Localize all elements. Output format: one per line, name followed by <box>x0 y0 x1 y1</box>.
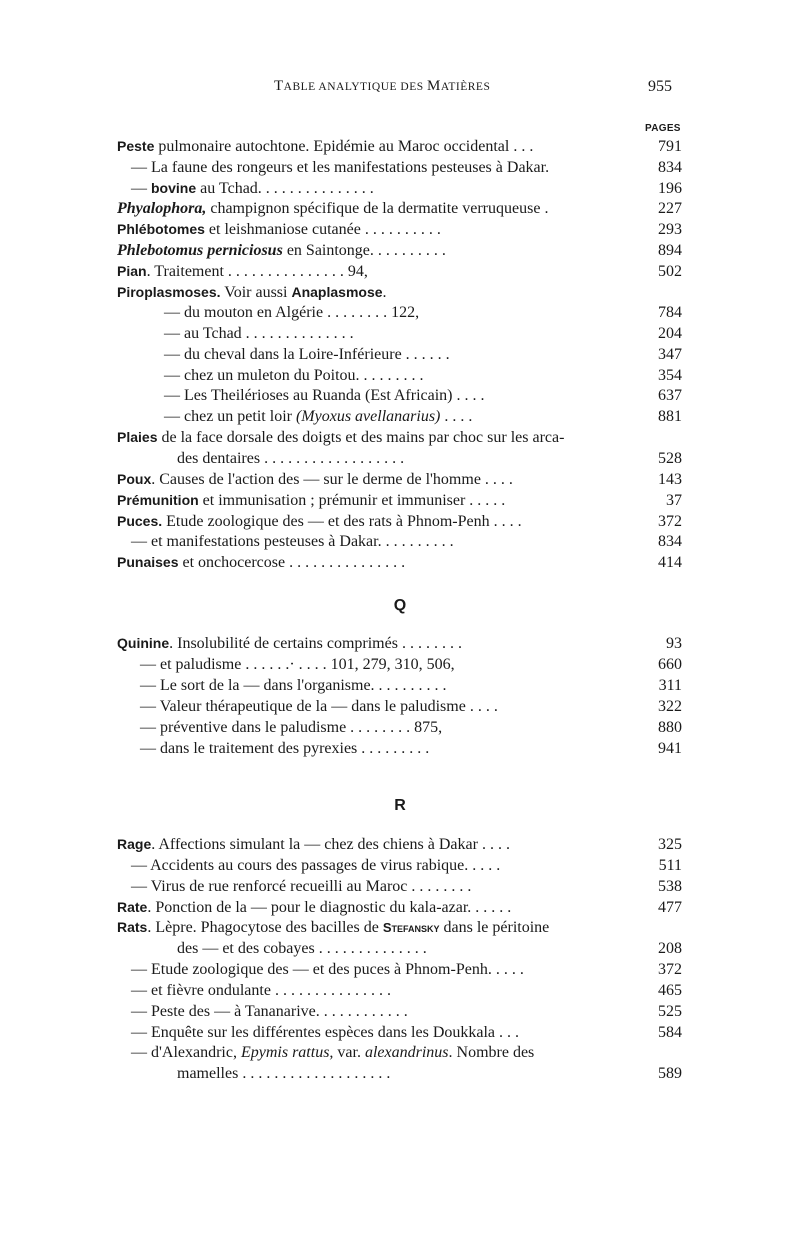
running-head <box>0 78 800 100</box>
entry-segment: — du mouton en Algérie . . . . . . . . 122, <box>164 304 420 321</box>
entry-segment: . Causes de l'action des — sur le derme de l'homme . . . . <box>151 471 513 488</box>
entry-text <box>117 242 446 260</box>
title-cap-m: M <box>427 78 441 94</box>
entry-page-number: 347 <box>658 346 682 363</box>
index-entry <box>0 919 800 941</box>
entry-segment: (Myoxus avellanarius) <box>295 408 441 425</box>
entry-page-number: 227 <box>658 200 682 217</box>
pages-column-label: PAGES <box>645 123 681 134</box>
entry-segment: . Lèpre. Phagocytose des bacilles de <box>147 919 383 936</box>
entry-text <box>140 698 498 716</box>
entry-page-number: 791 <box>658 138 682 155</box>
entry-segment: et onchocercose . . . . . . . . . . . . . . . <box>178 554 406 571</box>
entry-page-number: 208 <box>658 940 682 957</box>
entry-segment: — Accidents au cours des passages de virus rabique. . . . . <box>131 857 501 874</box>
entry-text <box>117 263 368 281</box>
entry-segment: Anaplasmose <box>291 284 383 300</box>
title-small-2: ATIÈRES <box>440 81 491 93</box>
entry-page-number: 784 <box>658 304 682 321</box>
entry-text <box>117 492 505 510</box>
entry-segment: — et manifestations pesteuses à Dakar. . . . . . . . . . <box>131 533 454 550</box>
entry-text <box>131 878 471 896</box>
entry-segment: Pian <box>117 263 147 279</box>
entry-segment: — Enquête sur les différentes espèces dans les Doukkala . . . <box>131 1024 520 1041</box>
index-entry <box>0 304 800 326</box>
index-entry <box>0 961 800 983</box>
index-entry <box>0 242 800 264</box>
entry-page-number: 477 <box>658 899 682 916</box>
entry-segment: en Saintonge. . . . . . . . . . <box>282 242 446 259</box>
entry-page-number: 322 <box>658 698 682 715</box>
entry-text <box>131 961 524 979</box>
entry-text <box>131 1044 534 1062</box>
section-letter: R <box>394 797 406 814</box>
entry-segment: Puces. <box>117 513 163 529</box>
index-entry <box>0 1065 800 1087</box>
entry-text <box>131 982 391 1000</box>
entry-text <box>117 513 522 531</box>
entry-page-number: 511 <box>658 857 682 874</box>
entry-segment: Peste <box>117 138 155 154</box>
entry-text <box>177 1065 390 1083</box>
entry-segment: des — et des cobayes . . . . . . . . . . . . . . <box>177 940 427 957</box>
entry-segment: . Insolubilité de certains comprimés . . . . . . . . <box>169 635 462 652</box>
entry-segment: — Etude zoologique des — et des puces à Phnom-Penh. . . . . <box>131 961 524 978</box>
entry-text <box>117 284 387 302</box>
entry-text <box>177 450 404 468</box>
entry-segment: — d'Alexandric, <box>131 1044 241 1061</box>
index-entry <box>0 719 800 741</box>
entry-segment: Phlébotomes <box>117 221 205 237</box>
entry-segment: et immunisation ; prémunir et immuniser . . . . . <box>198 492 506 509</box>
entry-segment: . Nombre des <box>448 1044 535 1061</box>
entry-segment: . <box>382 284 387 301</box>
entry-text <box>140 740 429 758</box>
entry-text <box>164 325 354 343</box>
entry-segment: Piroplasmoses. <box>117 284 221 300</box>
entry-text <box>177 940 427 958</box>
entry-segment: . Ponction de la — pour le diagnostic du kala-azar. . . . . . <box>147 899 512 916</box>
entry-segment: Etude zoologique des — et des rats à Phnom-Penh . . . . <box>162 513 522 530</box>
entry-text <box>140 677 447 695</box>
entry-text <box>131 857 500 875</box>
entry-text <box>131 1024 519 1042</box>
entry-segment: — Les Theilérioses au Ruanda (Est Africain) . . . . <box>164 387 485 404</box>
entry-segment: — au Tchad . . . . . . . . . . . . . . <box>164 325 354 342</box>
entry-segment: Rate <box>117 899 148 915</box>
entry-page-number: 538 <box>658 878 682 895</box>
entry-text <box>131 533 454 551</box>
index-entry <box>0 263 800 285</box>
entry-segment: et leishmaniose cutanée . . . . . . . . . . <box>204 221 441 238</box>
entry-page-number: 196 <box>658 180 682 197</box>
index-entry <box>0 284 800 306</box>
entry-segment: — Peste des — à Tananarive. . . . . . . . . . . . <box>131 1003 408 1020</box>
index-entry <box>0 1044 800 1066</box>
entry-text <box>164 346 450 364</box>
entry-text <box>140 656 455 674</box>
entry-page-number: 204 <box>658 325 682 342</box>
entry-segment: . Affections simulant la — chez des chiens à Dakar . . . . <box>151 836 510 853</box>
entry-segment: — Valeur thérapeutique de la — dans le paludisme . . . . <box>140 698 498 715</box>
index-entry <box>0 656 800 678</box>
index-entry <box>0 325 800 347</box>
entry-segment: Stefansky <box>382 920 440 935</box>
entry-segment: dans le péritoine <box>439 919 550 936</box>
entry-text <box>117 471 513 489</box>
index-entry <box>0 387 800 409</box>
entry-page-number: 637 <box>658 387 682 404</box>
entry-text <box>117 836 510 854</box>
entry-segment: alexandrinus <box>364 1044 449 1061</box>
entry-text <box>117 221 441 239</box>
entry-page-number: 143 <box>658 471 682 488</box>
entry-segment: Prémunition <box>117 492 199 508</box>
entry-page-number: 465 <box>658 982 682 999</box>
entry-page-number: 325 <box>658 836 682 853</box>
index-entry <box>0 200 800 222</box>
entry-segment: de la face dorsale des doigts et des mains par choc sur les arca- <box>157 429 565 446</box>
entry-segment: — dans le traitement des pyrexies . . . . . . . . . <box>140 740 430 757</box>
index-entry <box>0 899 800 921</box>
entry-segment: Poux <box>117 471 152 487</box>
entry-page-number: 584 <box>658 1024 682 1041</box>
index-entry <box>0 408 800 430</box>
entry-page-number: 834 <box>658 533 682 550</box>
entry-page-number: 880 <box>658 719 682 736</box>
entry-page-number: 881 <box>658 408 682 425</box>
entry-segment: au Tchad. . . . . . . . . . . . . . . <box>196 180 374 197</box>
entry-text <box>117 554 405 572</box>
index-entry <box>0 982 800 1004</box>
index-entry <box>0 138 800 160</box>
entry-segment: Punaises <box>117 554 179 570</box>
entry-page-number: 293 <box>658 221 682 238</box>
entry-segment: — chez un muleton du Poitou. . . . . . . . . <box>164 367 424 384</box>
index-entry <box>0 1003 800 1025</box>
index-entry <box>0 554 800 576</box>
entry-text <box>131 159 549 177</box>
entry-text <box>164 367 424 385</box>
index-entry <box>0 450 800 472</box>
entry-text <box>131 1003 408 1021</box>
index-entry <box>0 740 800 762</box>
index-entry <box>0 159 800 181</box>
title-small-1: ABLE ANALYTIQUE DES <box>283 81 427 93</box>
index-entry <box>0 857 800 879</box>
index-entry <box>0 677 800 699</box>
entry-text <box>117 200 548 218</box>
entry-segment: des dentaires . . . . . . . . . . . . . . . . . . <box>177 450 405 467</box>
entry-segment: — et paludisme . . . . . .· . . . . 101, 279, 310, 506, <box>140 656 455 673</box>
entry-page-number: 660 <box>658 656 682 673</box>
entry-segment: Voir aussi <box>220 284 292 301</box>
entry-page-number: 528 <box>658 450 682 467</box>
section-letter: Q <box>393 597 407 614</box>
entry-segment: — préventive dans le paludisme . . . . . . . . 875, <box>140 719 443 736</box>
entry-segment: Rats <box>117 919 148 935</box>
index-entry <box>0 513 800 535</box>
page-number: 955 <box>648 78 672 95</box>
entry-page-number: 589 <box>658 1065 682 1082</box>
index-entry <box>0 221 800 243</box>
entry-segment: Phyalophora, <box>117 200 207 217</box>
entry-segment: — Le sort de la — dans l'organisme. . . . . . . . . . <box>140 677 447 694</box>
entry-segment: Plaies <box>117 429 158 445</box>
index-entry <box>0 836 800 858</box>
entry-text <box>164 387 485 405</box>
entry-text <box>117 138 533 156</box>
entry-segment: champignon spécifique de la dermatite verruqueuse . <box>206 200 549 217</box>
index-entry <box>0 533 800 555</box>
index-entry <box>0 492 800 514</box>
entry-segment: var. <box>333 1044 365 1061</box>
entry-page-number: 37 <box>666 492 682 509</box>
entry-text <box>164 304 419 322</box>
entry-segment: — <box>131 180 151 197</box>
entry-segment: . . . . <box>440 408 473 425</box>
index-entry <box>0 1024 800 1046</box>
entry-segment: Epymis rattus, <box>240 1044 334 1061</box>
entry-segment: bovine <box>151 180 197 196</box>
entry-page-number: 834 <box>658 159 682 176</box>
index-entry <box>0 878 800 900</box>
entry-page-number: 372 <box>658 513 682 530</box>
entry-text <box>117 899 511 917</box>
entry-segment: Phlebotomus perniciosus <box>117 242 283 259</box>
entry-segment: Quinine <box>117 635 170 651</box>
entry-segment: — La faune des rongeurs et les manifestations pesteuses à Dakar. <box>131 159 550 176</box>
index-entry <box>0 346 800 368</box>
index-entry <box>0 471 800 493</box>
entry-text <box>164 408 472 426</box>
entry-page-number: 894 <box>658 242 682 259</box>
entry-segment: Rage <box>117 836 152 852</box>
entry-text <box>117 429 564 447</box>
entry-segment: — chez un petit loir <box>164 408 296 425</box>
entry-page-number: 93 <box>666 635 682 652</box>
entry-segment: — Virus de rue renforcé recueilli au Maroc . . . . . . . . <box>131 878 472 895</box>
index-entry <box>0 940 800 962</box>
entry-page-number: 502 <box>658 263 682 280</box>
running-head-title <box>274 78 490 95</box>
entry-segment: — du cheval dans la Loire-Inférieure . . . . . . <box>164 346 450 363</box>
index-entry <box>0 429 800 451</box>
entry-text <box>117 919 549 937</box>
index-entry <box>0 367 800 389</box>
index-entry <box>0 698 800 720</box>
title-cap-t: T <box>274 78 284 94</box>
entry-page-number: 372 <box>658 961 682 978</box>
entry-page-number: 414 <box>658 554 682 571</box>
index-entry <box>0 635 800 657</box>
entry-text <box>117 635 462 653</box>
entry-page-number: 354 <box>658 367 682 384</box>
entry-page-number: 525 <box>658 1003 682 1020</box>
entry-segment: pulmonaire autochtone. Epidémie au Maroc occidental . . . <box>154 138 534 155</box>
entry-page-number: 311 <box>658 677 682 694</box>
entry-page-number: 941 <box>658 740 682 757</box>
entry-text <box>140 719 442 737</box>
entry-text <box>131 180 374 198</box>
entry-segment: mamelles . . . . . . . . . . . . . . . . . . . <box>177 1065 391 1082</box>
entry-segment: . Traitement . . . . . . . . . . . . . . . 94, <box>146 263 368 280</box>
index-entry <box>0 180 800 202</box>
entry-segment: — et fièvre ondulante . . . . . . . . . . . . . . . <box>131 982 391 999</box>
